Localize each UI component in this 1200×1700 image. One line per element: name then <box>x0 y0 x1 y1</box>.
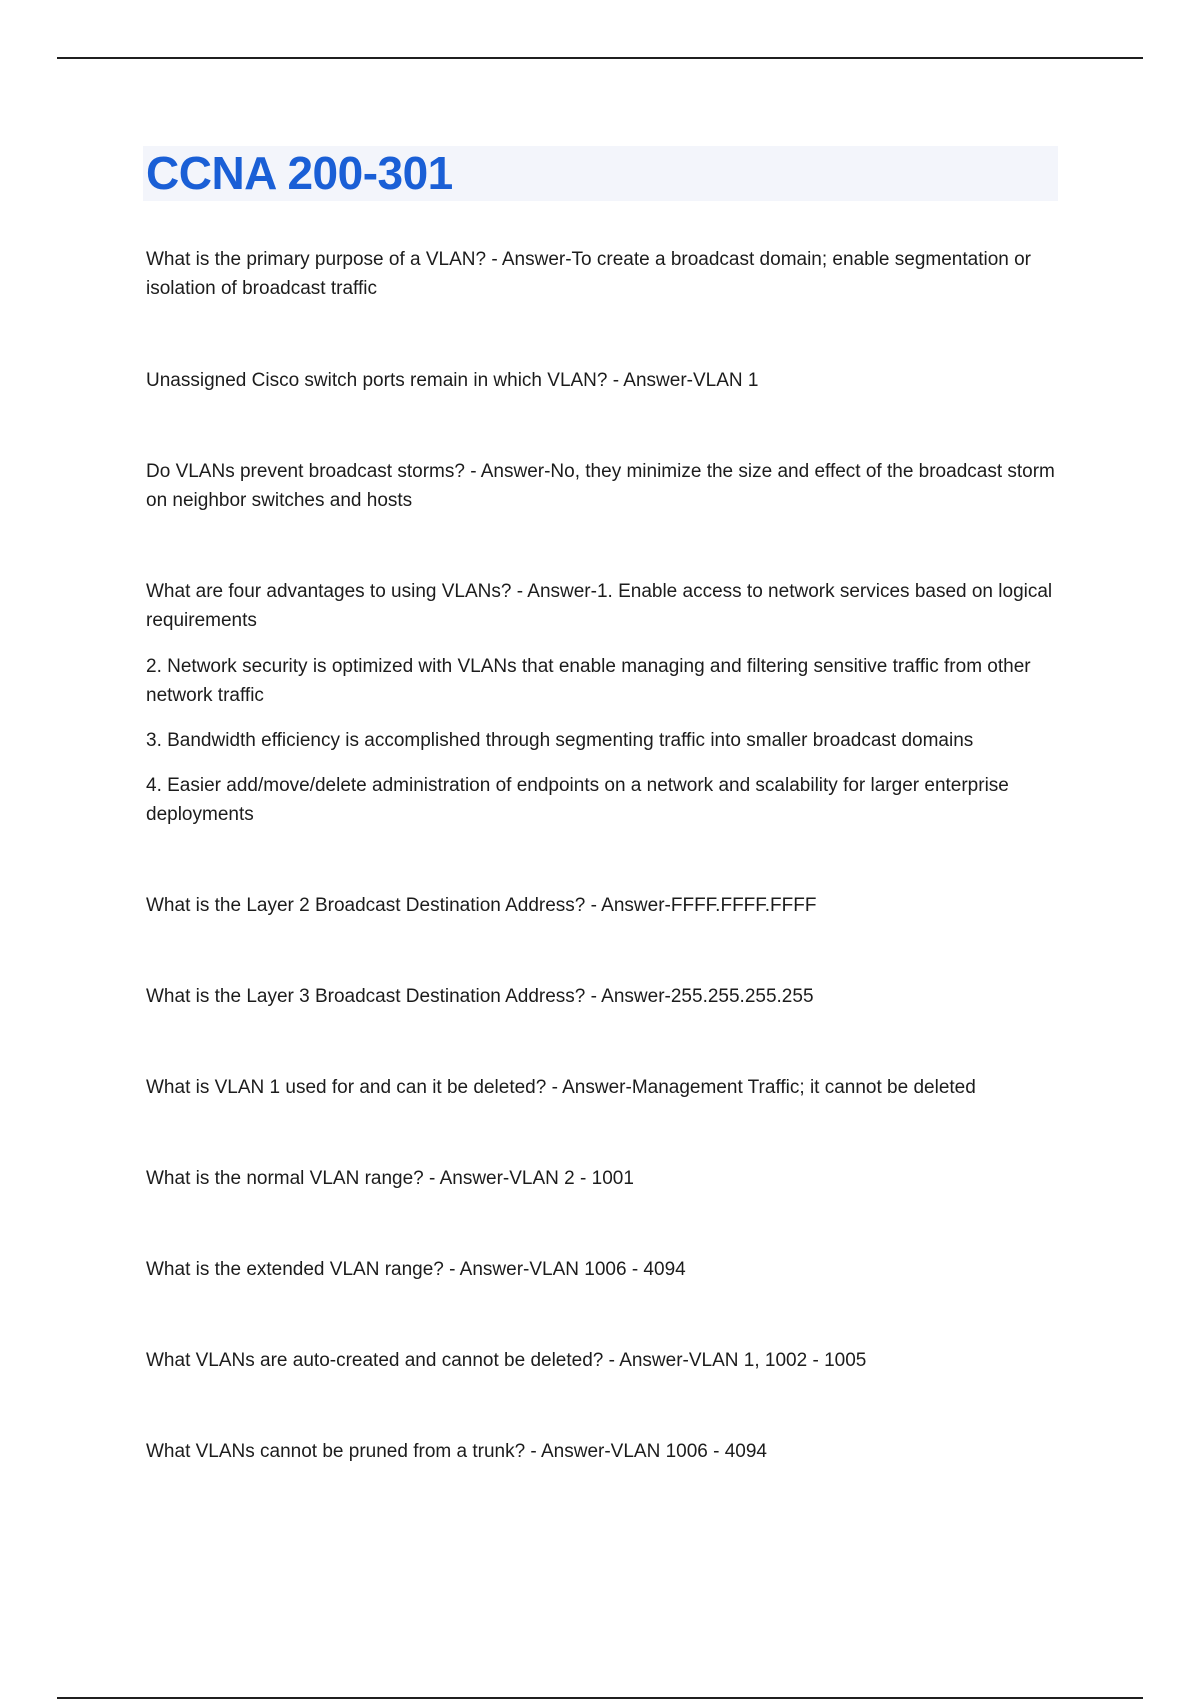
document-title: CCNA 200-301 <box>146 147 453 199</box>
advantage-item-4: 4. Easier add/move/delete administration of endpoints on a network and scalability for larger enterprise deployments <box>146 775 1009 825</box>
qa-primary-purpose-vlan: What is the primary purpose of a VLAN? - Answer-To create a broadcast domain; enable segmentation or isolation of broadcast traffic <box>146 249 1032 299</box>
qa-unassigned-ports: Unassigned Cisco switch ports remain in which VLAN? - Answer-VLAN 1 <box>146 370 759 391</box>
qa-unprunable-vlans: What VLANs cannot be pruned from a trunk? - Answer-VLAN 1006 - 4094 <box>146 1441 767 1462</box>
advantage-item-2: 2. Network security is optimized with VLANs that enable managing and filtering sensitive traffic from other network traffic <box>146 656 1031 706</box>
advantage-item-3: 3. Bandwidth efficiency is accomplished through segmenting traffic into smaller broadcast domains <box>146 730 974 751</box>
qa-four-advantages: What are four advantages to using VLANs? - Answer-1. Enable access to network services based on logical requirements <box>146 581 1053 631</box>
qa-auto-created-vlans: What VLANs are auto-created and cannot be deleted? - Answer-VLAN 1, 1002 - 1005 <box>146 1350 867 1371</box>
qa-layer2-broadcast: What is the Layer 2 Broadcast Destination Address? - Answer-FFFF.FFFF.FFFF <box>146 895 817 916</box>
bottom-rule <box>57 1697 1143 1699</box>
qa-broadcast-storms: Do VLANs prevent broadcast storms? - Answer-No, they minimize the size and effect of the broadcast storm on neighbor switches and hosts <box>146 461 1055 511</box>
top-rule <box>57 57 1143 59</box>
qa-layer3-broadcast: What is the Layer 3 Broadcast Destination Address? - Answer-255.255.255.255 <box>146 986 814 1007</box>
qa-vlan1-usage: What is VLAN 1 used for and can it be deleted? - Answer-Management Traffic; it cannot be deleted <box>146 1077 976 1098</box>
qa-extended-range: What is the extended VLAN range? - Answer-VLAN 1006 - 4094 <box>146 1259 686 1280</box>
qa-normal-range: What is the normal VLAN range? - Answer-VLAN 2 - 1001 <box>146 1168 634 1189</box>
